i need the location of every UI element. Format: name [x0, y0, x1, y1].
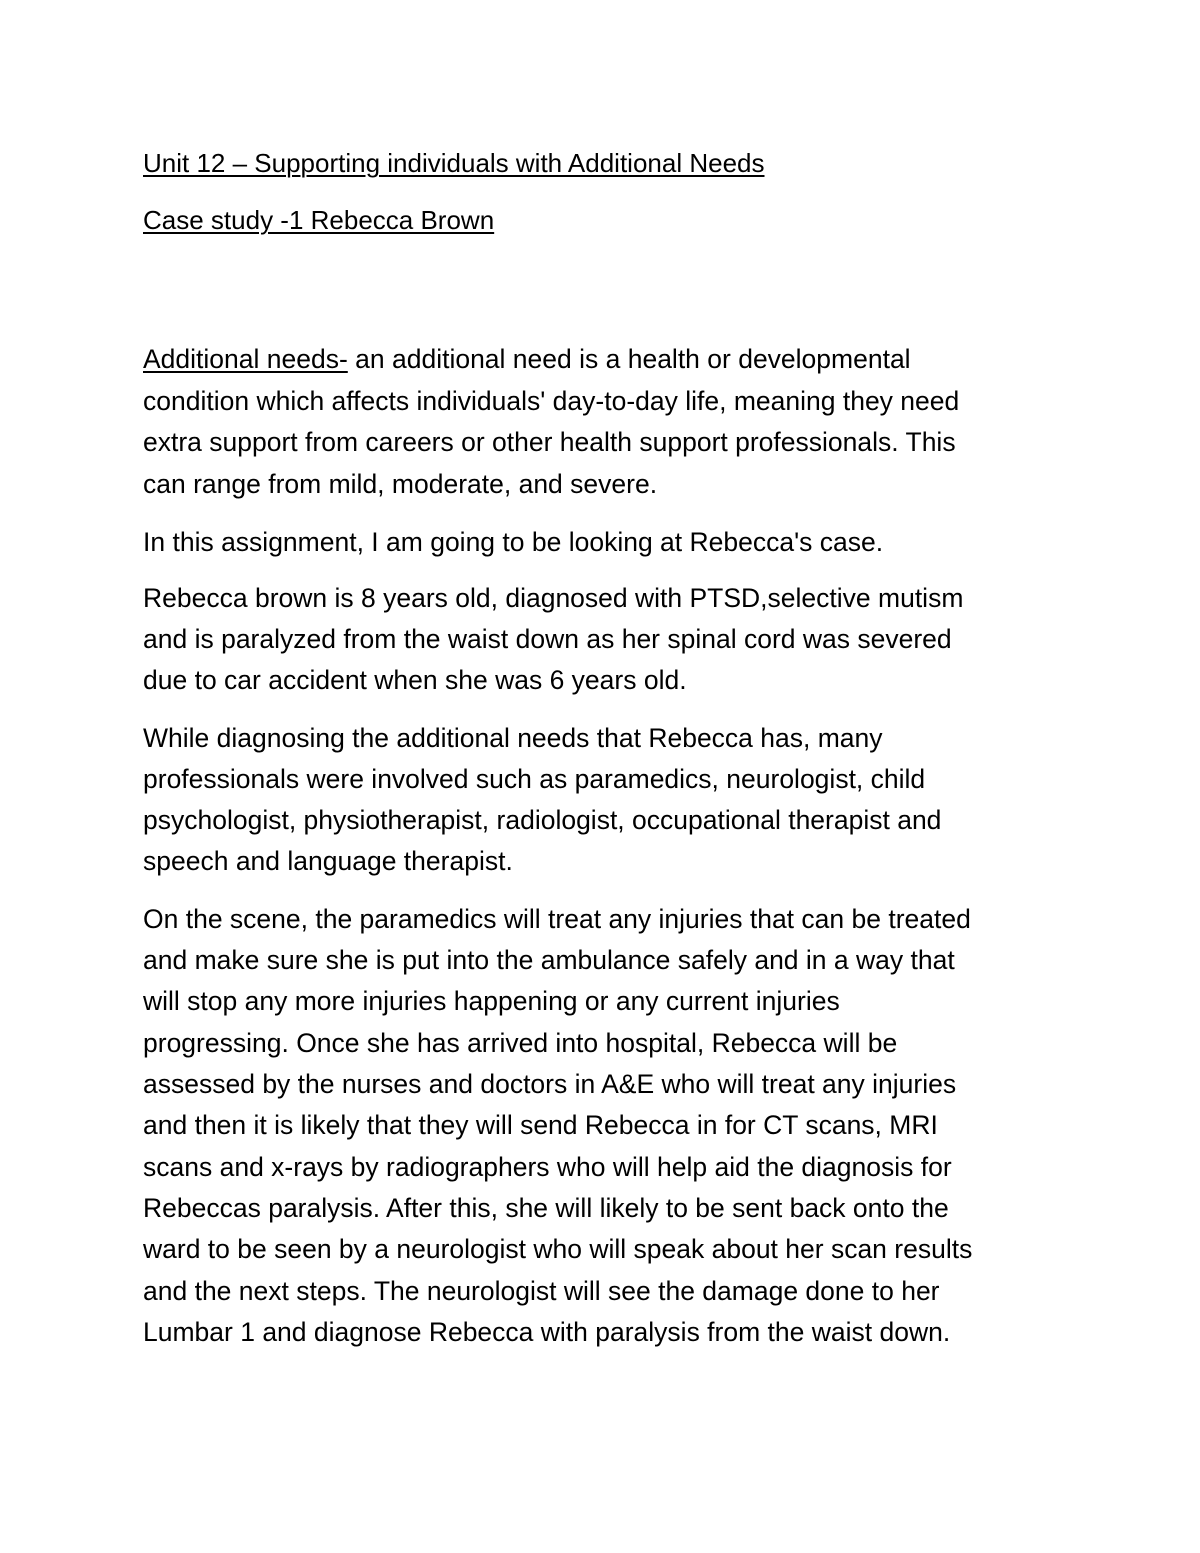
professionals-line-2: professionals were involved such as paramedics, neurologist, child — [143, 764, 926, 794]
definition-term: Additional needs- — [143, 344, 348, 374]
scene-line-1: On the scene, the paramedics will treat any injuries that can be treated — [143, 904, 971, 934]
scene-line-4: progressing. Once she has arrived into hospital, Rebecca will be — [143, 1028, 898, 1058]
diagnosis-line-2: and is paralyzed from the waist down as her spinal cord was severed — [143, 624, 952, 654]
diagnosis-line-1: Rebecca brown is 8 years old, diagnosed with PTSD,selective mutism — [143, 583, 964, 613]
definition-line-2: condition which affects individuals' day-to-day life, meaning they need — [143, 386, 960, 416]
scene-line-8: Rebeccas paralysis. After this, she will likely to be sent back onto the — [143, 1193, 949, 1223]
intro-line: In this assignment, I am going to be looking at Rebecca's case. — [143, 527, 884, 557]
scene-line-10: and the next steps. The neurologist will see the damage done to her — [143, 1276, 940, 1306]
document-subtitle: Case study -1 Rebecca Brown — [143, 205, 495, 235]
definition-line-1 — [143, 346, 911, 373]
scene-line-11: Lumbar 1 and diagnose Rebecca with paralysis from the waist down. — [143, 1317, 951, 1347]
scene-line-9: ward to be seen by a neurologist who will speak about her scan results — [143, 1234, 973, 1264]
scene-line-6: and then it is likely that they will send Rebecca in for CT scans, MRI — [143, 1110, 938, 1140]
scene-line-5: assessed by the nurses and doctors in A&E who will treat any injuries — [143, 1069, 957, 1099]
professionals-line-4: speech and language therapist. — [143, 846, 513, 876]
document-title: Unit 12 – Supporting individuals with Additional Needs — [143, 148, 765, 178]
definition-line-3: extra support from careers or other health support professionals. This — [143, 427, 956, 457]
scene-line-2: and make sure she is put into the ambulance safely and in a way that — [143, 945, 955, 975]
scene-line-3: will stop any more injuries happening or any current injuries — [143, 986, 840, 1016]
definition-line-4: can range from mild, moderate, and severe. — [143, 469, 658, 499]
professionals-line-3: psychologist, physiotherapist, radiologist, occupational therapist and — [143, 805, 942, 835]
diagnosis-line-3: due to car accident when she was 6 years old. — [143, 665, 687, 695]
scene-line-7: scans and x-rays by radiographers who will help aid the diagnosis for — [143, 1152, 952, 1182]
definition-text: an additional need is a health or developmental — [347, 344, 911, 374]
professionals-line-1: While diagnosing the additional needs that Rebecca has, many — [143, 723, 883, 753]
